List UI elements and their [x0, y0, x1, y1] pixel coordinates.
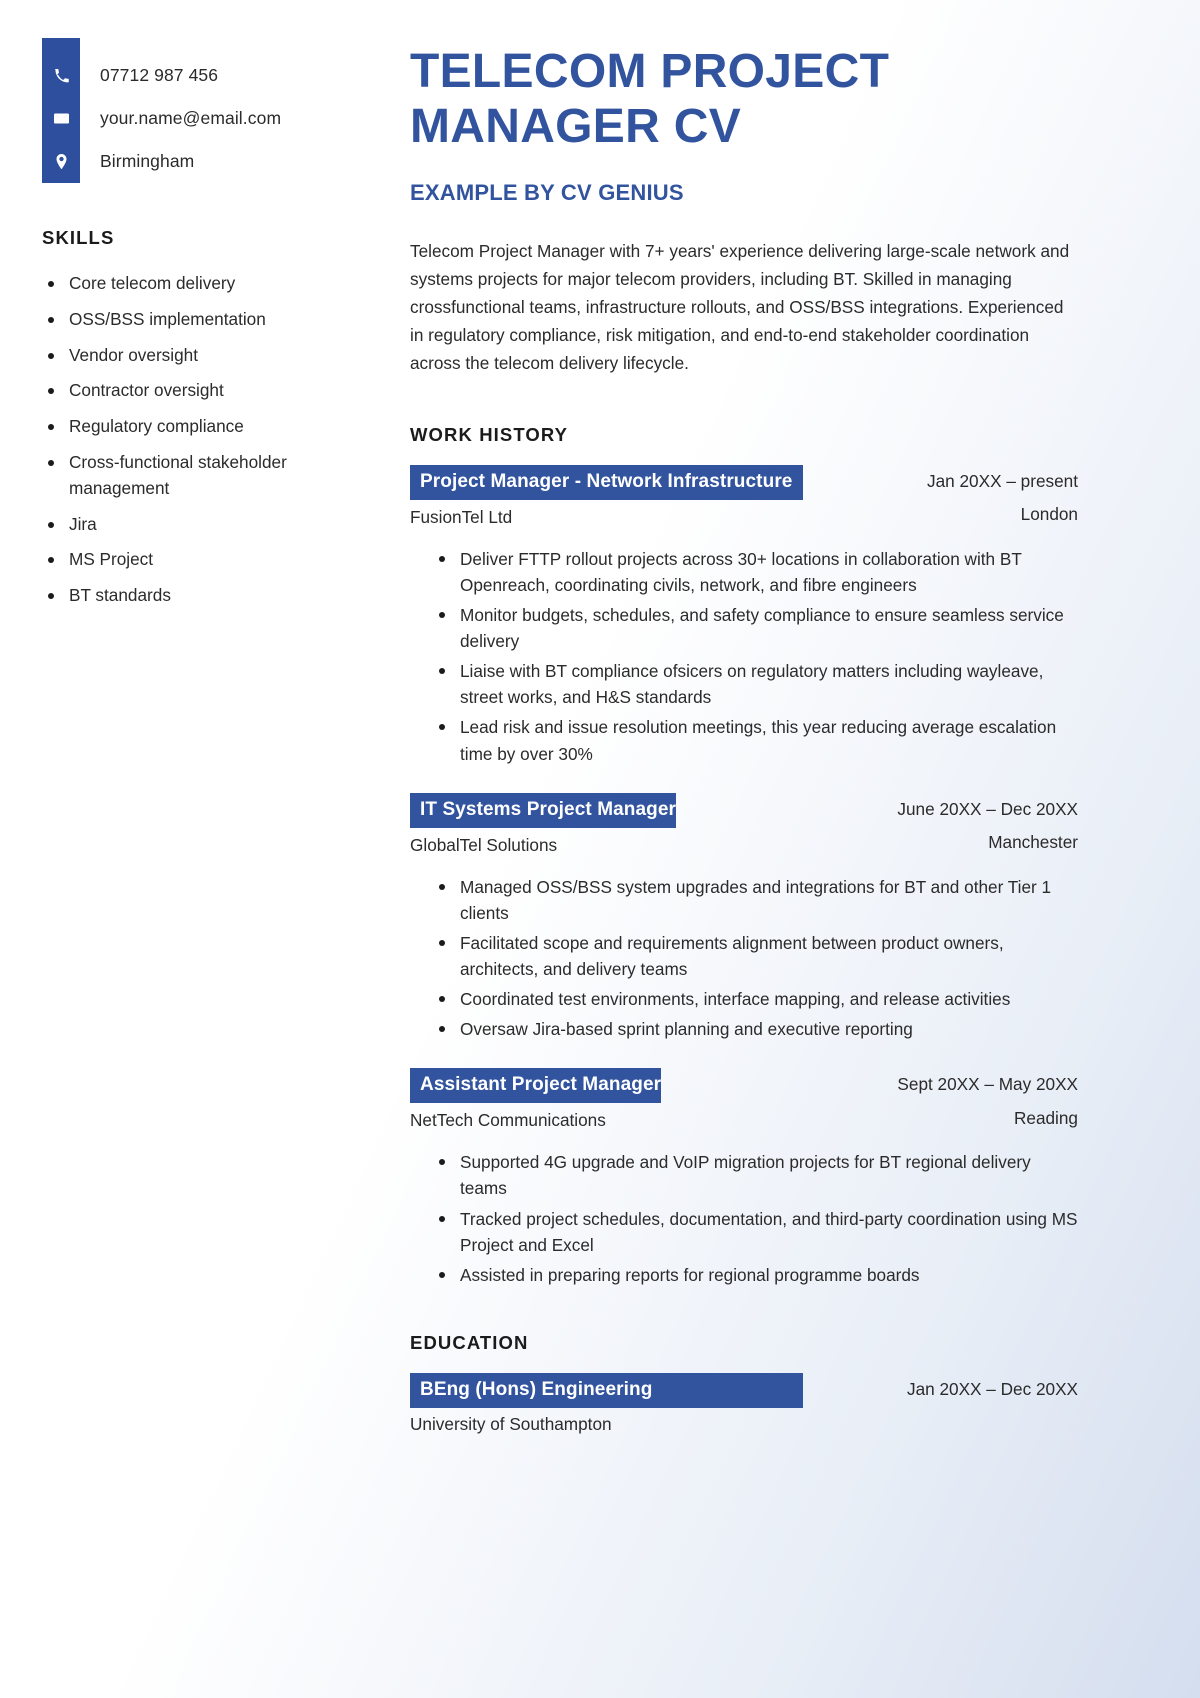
institution-name: University of Southampton [410, 1413, 612, 1434]
page-subtitle: EXAMPLE BY CV GENIUS [410, 180, 684, 206]
skill-item: Core telecom delivery [42, 271, 380, 297]
skill-item: Vendor oversight [42, 343, 380, 369]
skill-item: Contractor oversight [42, 378, 380, 404]
sidebar [0, 0, 400, 1698]
skills-list [42, 271, 380, 609]
job-company: FusionTel Ltd [410, 506, 513, 527]
job-title: IT Systems Project Manager [410, 793, 676, 828]
job-company: GlobalTel Solutions [410, 834, 558, 855]
education-section [410, 1332, 1078, 1435]
work-entry-right [897, 1068, 1078, 1130]
job-location: Reading [1013, 1107, 1078, 1128]
job-bullet: Tracked project schedules, documentation, and third-party coordination using MS Project and Excel [434, 1206, 1078, 1258]
education-entry-right [907, 1373, 1078, 1402]
job-bullets [410, 1149, 1078, 1288]
work-entry [410, 793, 1078, 1043]
degree-title: BEng (Hons) Engineering [410, 1373, 803, 1408]
job-bullet: Lead risk and issue resolution meetings, this year reducing average escalation time by over 30% [434, 714, 1078, 766]
contact-block [42, 38, 380, 183]
professional-summary: Telecom Project Manager with 7+ years' experience delivering large-scale network and systems projects for major telecom providers, including BT. Skilled in managing crossfunctional teams, infrastructure rollouts, and OSS/BSS integrations. Experienced in regulatory compliance, risk mitigation, and end-to-end stakeholder coordination across the telecom delivery lifecycle. [410, 241, 1070, 373]
job-bullets [410, 546, 1078, 767]
work-entry-left [410, 465, 913, 528]
envelope-icon [42, 97, 80, 140]
job-dates: Jan 20XX – present [927, 470, 1078, 491]
skill-item: Jira [42, 512, 380, 538]
job-dates: Sept 20XX – May 20XX [897, 1074, 1078, 1095]
job-bullet: Oversaw Jira-based sprint planning and executive reporting [434, 1016, 1078, 1042]
education-heading: EDUCATION [410, 1331, 529, 1353]
phone-value: 07712 987 456 [100, 65, 219, 85]
skill-item: Regulatory compliance [42, 414, 380, 440]
work-entry-header [410, 465, 1078, 528]
job-bullet: Monitor budgets, schedules, and safety compliance to ensure seamless service delivery [434, 602, 1078, 654]
email-value: your.name@email.com [100, 108, 282, 128]
job-bullets [410, 874, 1078, 1043]
skill-item: BT standards [42, 583, 380, 609]
phone-icon [42, 54, 80, 97]
job-location: Manchester [988, 831, 1078, 852]
work-entry-right [897, 793, 1078, 855]
skill-item: MS Project [42, 547, 380, 573]
job-bullet: Facilitated scope and requirements alignment between product owners, architects, and delivery teams [434, 930, 1078, 982]
work-entry-left [410, 793, 883, 856]
education-entry-left [410, 1373, 893, 1435]
work-entry [410, 1068, 1078, 1288]
contact-icon-rail [42, 38, 80, 183]
main-content [400, 0, 1200, 1698]
skills-heading: SKILLS [42, 227, 115, 248]
skill-item: Cross-functional stakeholder management [42, 450, 380, 502]
skill-item: OSS/BSS implementation [42, 307, 380, 333]
job-bullet: Deliver FTTP rollout projects across 30+ locations in collaboration with BT Openreach, coordinating civils, network, and fibre engineers [434, 546, 1078, 598]
work-entry-right [927, 465, 1078, 527]
job-bullet: Assisted in preparing reports for regional programme boards [434, 1262, 1078, 1288]
page-title: TELECOM PROJECT MANAGER CV [410, 45, 890, 154]
work-entry-left [410, 1068, 883, 1131]
map-pin-icon [42, 140, 80, 183]
job-bullet: Supported 4G upgrade and VoIP migration projects for BT regional delivery teams [434, 1149, 1078, 1201]
contact-values [80, 38, 281, 183]
job-bullet: Coordinated test environments, interface mapping, and release activities [434, 986, 1078, 1012]
work-entry-header [410, 793, 1078, 856]
work-entry [410, 465, 1078, 767]
job-dates: June 20XX – Dec 20XX [897, 798, 1078, 819]
location-value: Birmingham [100, 151, 195, 171]
job-location: London [1020, 503, 1078, 524]
education-entry-header [410, 1373, 1078, 1435]
work-entry-header [410, 1068, 1078, 1131]
job-title: Assistant Project Manager [410, 1068, 661, 1103]
education-entry [410, 1373, 1078, 1435]
work-history-heading: WORK HISTORY [410, 423, 569, 445]
job-bullet: Liaise with BT compliance ofsicers on regulatory matters including wayleave, street works, and H&S standards [434, 658, 1078, 710]
job-company: NetTech Communications [410, 1110, 606, 1131]
job-title: Project Manager - Network Infrastructure [410, 465, 803, 500]
job-bullet: Managed OSS/BSS system upgrades and integrations for BT and other Tier 1 clients [434, 874, 1078, 926]
education-dates: Jan 20XX – Dec 20XX [906, 1378, 1078, 1399]
